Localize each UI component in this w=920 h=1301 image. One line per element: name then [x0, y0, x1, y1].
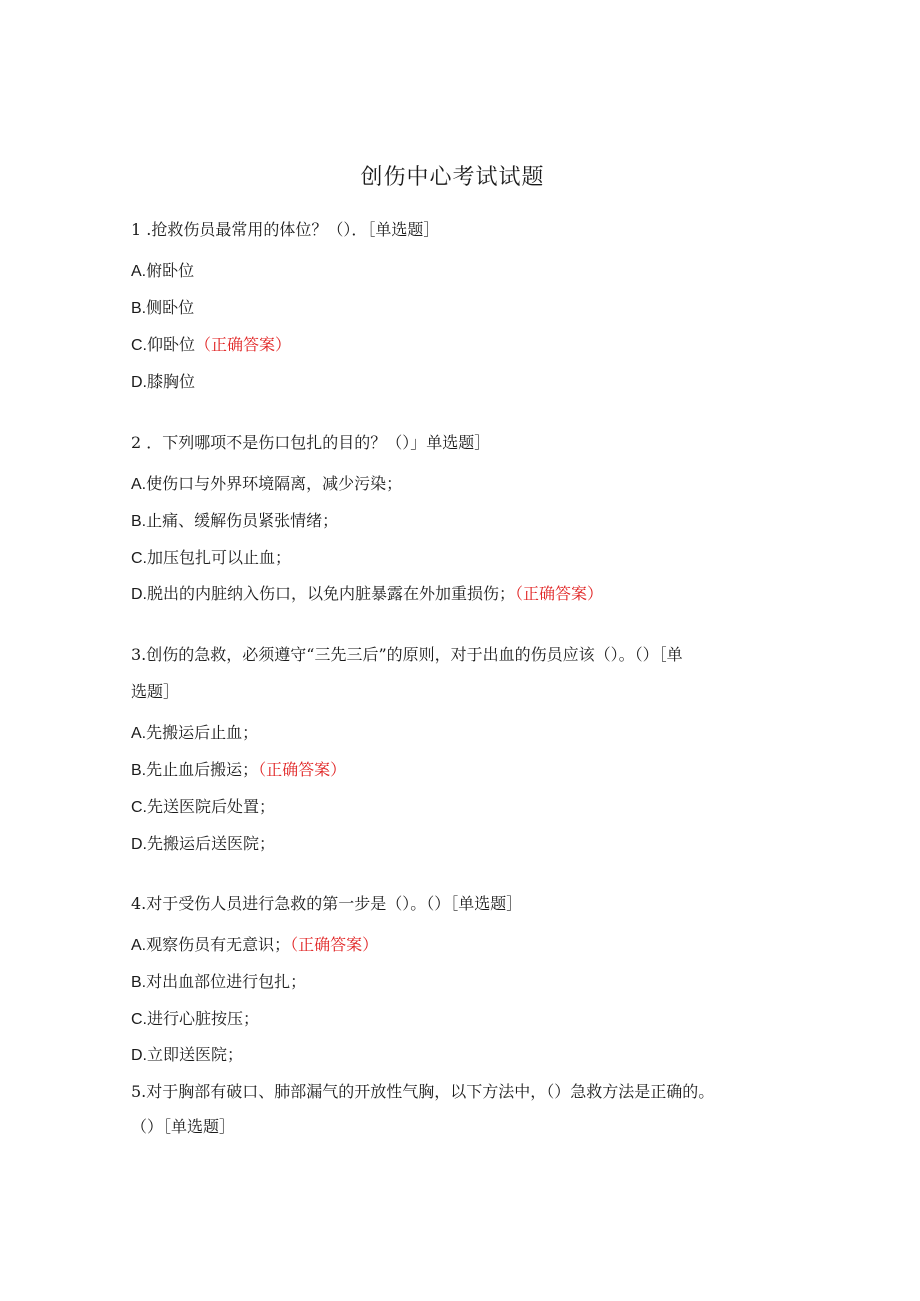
question-1-stem: 1 .抢救伤员最常用的体位？（）．［单选题］ — [131, 220, 440, 239]
option-text: 侧卧位 — [146, 298, 195, 317]
correct-answer-mark: （正确答案） — [195, 335, 292, 354]
option-letter: A. — [131, 937, 147, 954]
question-4-option-b — [131, 972, 306, 993]
option-text: 俯卧位 — [146, 261, 195, 280]
option-text: 对出血部位进行包扎； — [146, 972, 307, 991]
option-text: 观察伤员有无意识； — [146, 935, 291, 954]
question-3-stem-line-2: 选题］ — [131, 682, 180, 701]
question-4-option-c — [131, 1009, 259, 1030]
question-3-option-d — [131, 834, 275, 855]
question-1-option-c — [131, 335, 291, 356]
question-4-stem: 4.对于受伤人员进行急救的第一步是（）。（）［单选题］ — [131, 894, 523, 913]
question-5-stem-line-2: （）［单选题］ — [131, 1117, 236, 1136]
correct-answer-mark: （正确答案） — [515, 584, 604, 603]
page-title: 创伤中心考试试题 — [360, 165, 545, 190]
question-1-option-a — [131, 261, 194, 282]
option-letter: D. — [131, 1047, 147, 1064]
option-letter: C. — [131, 550, 147, 567]
option-letter: D. — [131, 374, 147, 391]
option-letter: A. — [131, 725, 147, 742]
question-3-option-b — [131, 760, 346, 781]
option-letter: A. — [131, 263, 147, 280]
option-letter: A. — [131, 476, 147, 493]
option-text: 先止血后搬运； — [146, 760, 259, 779]
option-letter: B. — [131, 300, 147, 317]
question-4-option-d — [131, 1045, 243, 1066]
question-5-stem-line-1: 5.对于胸部有破口、肺部漏气的开放性气胸，以下方法中，（）急救方法是正确的。 — [131, 1082, 715, 1101]
question-1-option-b — [131, 298, 194, 319]
question-2-option-a — [131, 474, 402, 495]
option-text: 先搬运后止血； — [146, 723, 259, 742]
option-text: 立即送医院； — [147, 1045, 244, 1064]
option-text: 使伤口与外界环境隔离，减少污染； — [146, 474, 403, 493]
option-letter: B. — [131, 974, 147, 991]
question-2-option-d — [131, 584, 603, 605]
option-text: 进行心脏按压； — [147, 1009, 260, 1028]
option-text: 先送医院后处置； — [147, 797, 276, 816]
option-letter: D. — [131, 836, 147, 853]
question-1-option-d — [131, 372, 195, 393]
option-letter: C. — [131, 1011, 147, 1028]
correct-answer-mark: （正确答案） — [258, 760, 347, 779]
correct-answer-mark: （正确答案） — [290, 935, 379, 954]
option-text: 加压包扎可以止血； — [147, 548, 292, 567]
question-2-option-b — [131, 511, 338, 532]
question-3-option-a — [131, 723, 258, 744]
option-text: 仰卧位 — [147, 335, 196, 354]
question-3-stem-line-1: 3.创伤的急救，必须遵守“三先三后”的原则，对于出血的伤员应该（）。（）［单 — [131, 645, 683, 664]
question-4-option-a — [131, 935, 378, 956]
option-letter: B. — [131, 762, 147, 779]
question-3-option-c — [131, 797, 275, 818]
option-text: 脱出的内脏纳入伤口，以免内脏暴露在外加重损伤； — [147, 584, 516, 603]
option-text: 止痛、缓解伤员紧张情绪； — [146, 511, 339, 530]
option-text: 膝胸位 — [147, 372, 196, 391]
question-2-stem: 2 ．下列哪项不是伤口包扎的目的？（）」单选题］ — [131, 433, 491, 452]
option-letter: B. — [131, 513, 147, 530]
option-text: 先搬运后送医院； — [147, 834, 276, 853]
question-2-option-c — [131, 548, 291, 569]
option-letter: C. — [131, 337, 147, 354]
option-letter: D. — [131, 586, 147, 603]
option-letter: C. — [131, 799, 147, 816]
